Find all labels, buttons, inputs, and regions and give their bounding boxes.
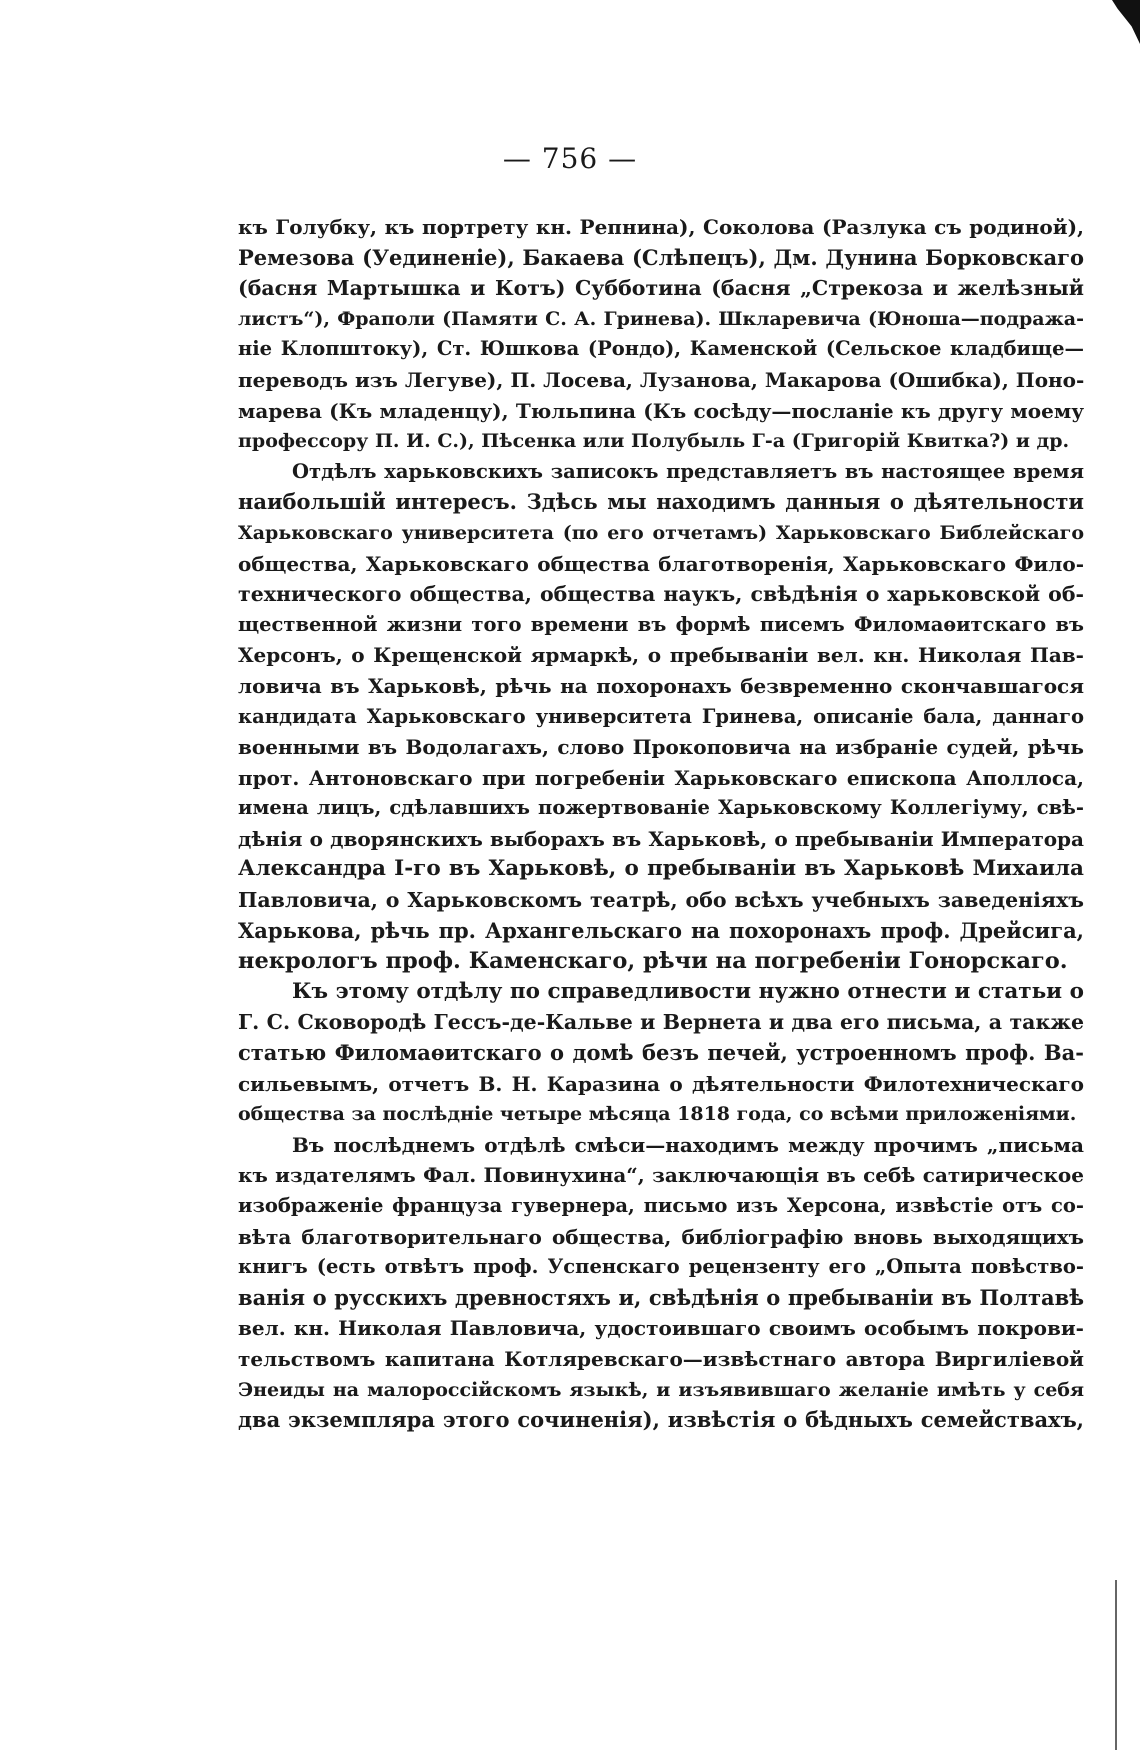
text-line: Херсонъ, о Крещенской ярмаркѣ, о пребываніи вел. кн. Николая Пав-	[238, 643, 1084, 668]
text-line: некрологъ проф. Каменскаго, рѣчи на погребеніи Гонорскаго.	[238, 948, 1068, 975]
body-text	[238, 212, 1084, 1436]
text-line: вѣта благотворительнаго общества, библіографію вновь выходящихъ	[238, 1224, 1084, 1249]
text-line: технического общества, общества наукъ, свѣдѣнія о харьковской об-	[238, 582, 1084, 607]
text-line: Харькова, рѣчь пр. Архангельскаго на похоронахъ проф. Дрейсига,	[238, 917, 1084, 943]
text-line: прот. Антоновскаго при погребеніи Харьковскаго епископа Аполлоса,	[238, 765, 1084, 790]
text-line: (басня Мартышка и Котъ) Субботина (басня „Стрекоза и желѣзный	[238, 276, 1084, 301]
text-line: Къ этому отдѣлу по справедливости нужно отнести и статьи о	[292, 978, 1084, 1004]
text-line: Ремезова (Уединеніе), Бакаева (Слѣпецъ), Дм. Дунина Борковскаго	[238, 244, 1084, 270]
text-line: общества, Харьковскаго общества благотворенія, Харьковскаго Фило-	[238, 551, 1084, 576]
text-line: вел. кн. Николая Павловича, удостоившаго своимъ особымъ покрови-	[238, 1316, 1084, 1341]
text-line: ванія о русскихъ древностяхъ и, свѣдѣнія о пребываніи въ Полтавѣ	[238, 1284, 1084, 1310]
text-line: переводъ изъ Легуве), П. Лосева, Лузанова, Макарова (Ошибка), Поно-	[238, 367, 1084, 392]
text-line: къ Голубку, къ портрету кн. Репнина), Соколова (Разлука съ родиной),	[238, 215, 1084, 239]
text-line: книгъ (есть отвѣтъ проф. Успенскаго рецензенту его „Опыта повѣство-	[238, 1255, 1084, 1279]
text-line: наибольшій интересъ. Здѣсь мы находимъ данныя о дѣятельности	[238, 489, 1084, 515]
text-line: Павловича, о Харьковскомъ театрѣ, обо всѣхъ учебныхъ заведеніяхъ	[238, 888, 1084, 913]
text-line: Въ послѣднемъ отдѣлѣ смѣси—находимъ между прочимъ „письма	[292, 1132, 1084, 1157]
text-line: ловича въ Харьковѣ, рѣчь на похоронахъ безвременно скончавшагося	[238, 673, 1084, 698]
text-line: листъ“), Фраполи (Памяти С. А. Гринева). Шкларевича (Юноша—подража-	[238, 307, 1084, 330]
text-line: сильевымъ, отчетъ В. Н. Каразина о дѣятельности Филотехническаго	[238, 1071, 1084, 1096]
margin-rule	[1115, 1580, 1117, 1750]
text-line: Энеиды на малороссійскомъ языкѣ, и изъявившаго желаніе имѣть у себя	[238, 1378, 1084, 1401]
text-line: дѣнія о дворянскихъ выборахъ въ Харьковѣ, о пребываніи Императора	[238, 826, 1084, 851]
scan-corner-mark	[1112, 0, 1140, 44]
text-line: Г. С. Сковородѣ Гессъ-де-Кальве и Вернета и два его письма, а также	[238, 1010, 1084, 1035]
text-line: щественной жизни того времени въ формѣ писемъ Филомаѳитскаго въ	[238, 612, 1084, 636]
page-number: — 756 —	[502, 142, 638, 175]
text-line: изображеніе француза гувернера, письмо изъ Херсона, извѣстіе отъ со-	[238, 1194, 1084, 1217]
text-line: Харьковскаго университета (по его отчетамъ) Харьковскаго Библейскаго	[238, 521, 1084, 544]
text-line: кандидата Харьковскаго университета Гринева, описаніе бала, даннаго	[238, 704, 1084, 728]
text-line: два экземпляра этого сочиненія), извѣстія о бѣдныхъ семействахъ,	[238, 1407, 1084, 1433]
text-line: профессору П. И. С.), Пѣсенка или Полубыль Г-а (Григорій Квитка?) и др.	[238, 430, 1070, 453]
text-line: марева (Къ младенцу), Тюльпина (Къ сосѣду—посланіе къ другу моему	[238, 398, 1084, 423]
text-line: общества за послѣдніе четыре мѣсяца 1818 года, со всѣми приложеніями.	[238, 1103, 1077, 1126]
text-line: статью Филомаѳитскаго о домѣ безъ печей, устроенномъ проф. Ва-	[238, 1040, 1084, 1066]
text-line: тельствомъ капитана Котляревскаго—извѣстнаго автора Виргиліевой	[238, 1346, 1084, 1371]
text-line: къ издателямъ Фал. Повинухина“, заключающія въ себѣ сатирическое	[238, 1163, 1084, 1188]
text-line: ніе Клопштоку), Ст. Юшкова (Рондо), Каменской (Сельское кладбище—	[238, 337, 1084, 361]
text-line: Отдѣлъ харьковскихъ записокъ представляетъ въ настоящее время	[292, 459, 1084, 483]
text-line: имена лицъ, сдѣлавшихъ пожертвованіе Харьковскому Коллегіуму, свѣ-	[238, 796, 1084, 820]
text-line: военными въ Водолагахъ, слово Прокоповича на избраніе судей, рѣчь	[238, 735, 1084, 760]
text-line: Александра I-го въ Харьковѣ, о пребываніи въ Харьковѣ Михаила	[238, 856, 1084, 882]
